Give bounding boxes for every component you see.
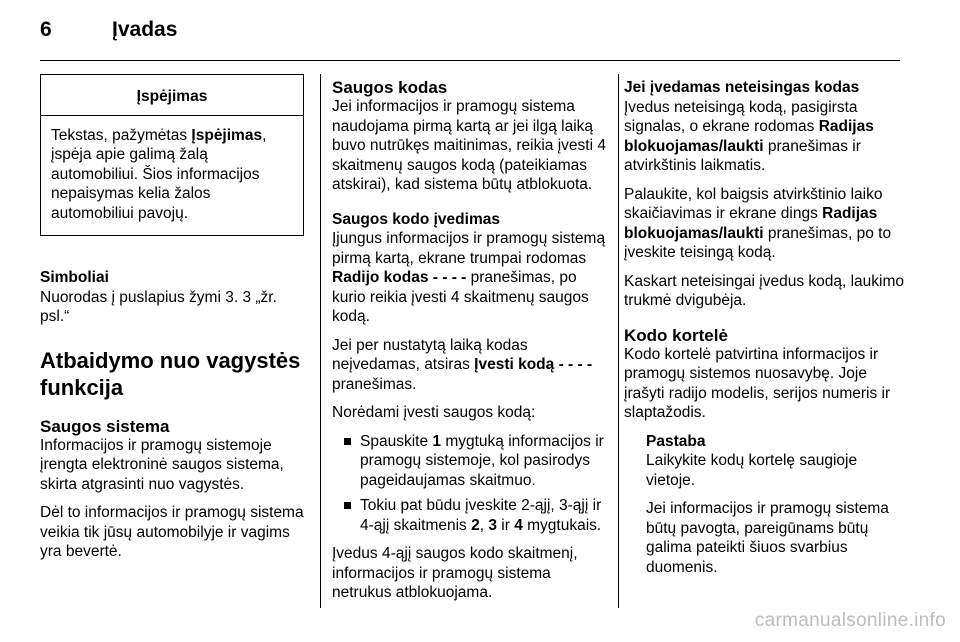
code-entry-p3-post: pranešimas. (332, 375, 417, 393)
code-entry-steps (332, 432, 608, 536)
list-item (332, 496, 608, 535)
note-p1: Laikykite kodų kortelę saugioje vietoje. (646, 452, 858, 489)
header-divider (40, 60, 900, 61)
security-code-heading: Saugos kodas (332, 78, 448, 97)
code-entry-p4: Norėdami įvesti saugos kodą: (332, 404, 536, 421)
step2-b3: 4 (514, 516, 523, 534)
code-entry-p2-bold: Radijo kodas - - - - (332, 269, 467, 286)
security-code-p1: Jei informacijos ir pramogų sistema naudojama pirmą kartą ar jei ilgą laiką buvo nutrūkęs maitinimas, reikia įvesti 4 skaitmenų saugos kodą (pateikiamas atskirai), kad sistema būtų atblokuota. (332, 98, 606, 193)
wrong-code-p1-post: pranešimas ir atvirkštinis laikmatis. (624, 137, 861, 174)
bullet-square-icon (344, 438, 351, 445)
wrong-code-p2-pre: Palaukite, kol baigsis atvirkštinio laiko skaičiavimas ir ekrane dings (624, 185, 883, 222)
step2-b1: 2 (471, 516, 480, 534)
step1-pre: Spauskite (360, 432, 433, 450)
code-entry-p2-pre: Įjungus informacijos ir pramogų sistemą pirmą kartą, ekrane trumpai rodomas (332, 230, 606, 267)
warning-title: Įspėjimas (41, 75, 303, 116)
wrong-code-p1-pre: Įvedus neteisingą kodą, pasigirsta signalas, o ekrane rodomas (624, 98, 858, 135)
code-entry-p3 (332, 336, 608, 395)
chapter-title: Įvadas (112, 18, 178, 41)
security-system-p1: Informacijos ir pramogų sistemoje įrengta elektroninė saugos sistema, skirta atgrasinti nuo vagystės. (40, 436, 284, 493)
code-card-heading: Kodo kortelė (624, 325, 728, 345)
warning-text (41, 116, 303, 236)
code-entry-p5: Įvedus 4-ąjį saugos kodo skaitmenį, informacijos ir pramogų sistema netrukus atblokuojama. (332, 545, 578, 601)
wrong-code-p2-post: pranešimas, po to įveskite teisingą kodą. (624, 224, 892, 261)
wrong-code-p2-bold: Radijas blokuojamas/laukti (624, 205, 878, 242)
code-card-p1: Kodo kortelė patvirtina informacijos ir pramogų sistemos nuosavybę. Joje įrašyti radijo modelis, serijos numeris ir slaptažodis. (624, 345, 891, 421)
step2-sep2: ir (497, 516, 515, 534)
step2-post: mygtukais. (522, 516, 602, 534)
step2-b2: 3 (488, 516, 497, 534)
column-right (624, 78, 904, 586)
code-entry-p3-bold: Įvesti kodą - - - - (474, 356, 593, 373)
note-block (624, 432, 904, 578)
step2-pre: Tokiu pat būdu įveskite 2-ąjį, 3-ąjį ir 4-ąjį skaitmenis (360, 497, 602, 534)
note-heading: Pastaba (646, 432, 706, 450)
wrong-code-p3: Kaskart neteisingai įvedus kodą, laukimo trukmė dvigubėja. (624, 272, 905, 309)
warning-text-pre: Tekstas, pažymėtas (51, 126, 192, 144)
column-divider-2 (618, 74, 619, 608)
wrong-code-p1 (624, 98, 904, 176)
bullet-square-icon (344, 502, 351, 509)
column-divider-1 (320, 74, 321, 608)
symbols-text: Nuorodas į puslapius žymi 3. 3 „žr. psl.“ (40, 288, 277, 325)
note-p2: Jei informacijos ir pramogų sistema būtų pavogta, pareigūnams būtų galima pateikti šiuos svarbius duomenis. (646, 500, 889, 576)
list-item (332, 432, 608, 491)
code-entry-p3-pre: Jei per nustatytą laiką kodas neįvedamas, atsiras (332, 336, 528, 373)
code-entry-heading: Saugos kodo įvedimas (332, 210, 500, 228)
symbols-heading: Simboliai (40, 269, 109, 286)
wrong-code-heading: Jei įvedamas neteisingas kodas (624, 79, 860, 96)
column-middle (332, 78, 608, 612)
watermark: carmanualsonline.info (754, 610, 946, 631)
code-entry-p2-post: pranešimas, po kurio reikia įvesti 4 skaitmenų saugos kodą. (332, 269, 589, 325)
wrong-code-p2 (624, 185, 904, 263)
step2-sep1: , (479, 516, 489, 534)
step1-post: mygtuką informacijos ir pramogų sistemoje, kol pasirodys pageidaujamas skaitmuo. (360, 432, 604, 489)
warning-text-bold: Įspėjimas (191, 126, 263, 144)
warning-text-post: , įspėja apie galimą žalą automobiliui. Šios informacijos nepaisymas kelia žalos automobiliui pavojų. (51, 126, 267, 222)
column-left (40, 74, 304, 571)
wrong-code-p1-bold: Radijas blokuojamas/laukti (624, 118, 874, 155)
page-number: 6 (40, 18, 52, 41)
antitheft-heading: Atbaidymo nuo vagystės funkcija (40, 347, 301, 400)
security-system-p2: Dėl to informacijos ir pramogų sistema veikia tik jūsų automobilyje ir vagims yra bevertė. (40, 504, 304, 560)
warning-box (40, 74, 304, 236)
step1-bold: 1 (432, 432, 442, 450)
security-system-heading: Saugos sistema (40, 416, 170, 436)
code-entry-p2 (332, 229, 608, 327)
